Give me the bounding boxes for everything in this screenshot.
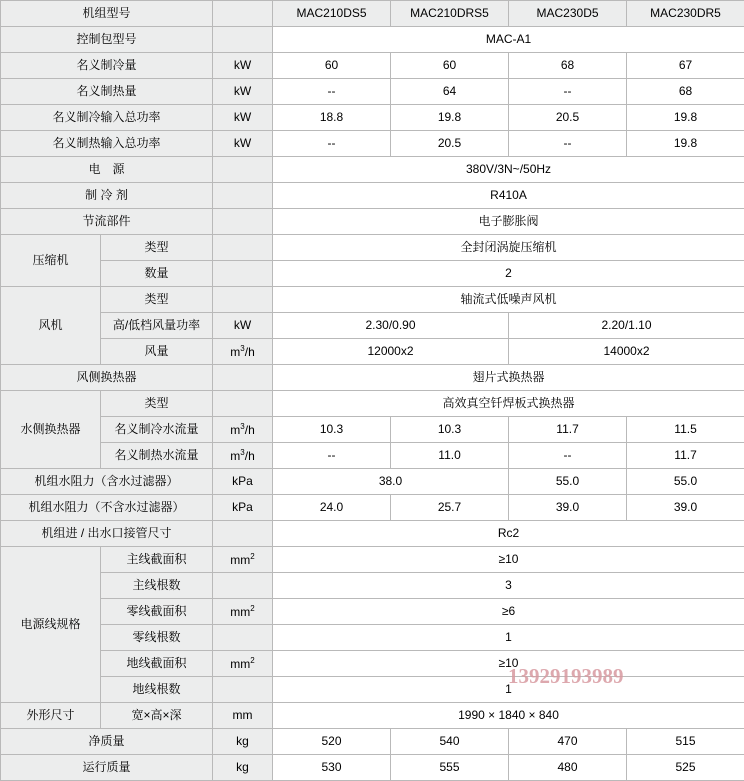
unit-cell — [213, 677, 273, 703]
ground-wire-area-row — [1, 651, 744, 677]
value-cell: 380V/3N~/50Hz — [273, 157, 744, 183]
water-exchanger-type-row — [1, 391, 744, 417]
operating-weight-row — [1, 755, 744, 781]
row-label: 节流部件 — [1, 209, 213, 235]
row-label: 机组水阻力（含水过滤器） — [1, 469, 213, 495]
value-cell: 555 — [391, 755, 509, 781]
value-cell: 2.30/0.90 — [273, 313, 509, 339]
value-cell: ≥6 — [273, 599, 744, 625]
unit-cell: $m^3/h$ — [213, 339, 273, 365]
value-cell: 11.0 — [391, 443, 509, 469]
row-label: 名义制热输入总功率 — [1, 131, 213, 157]
row-label: 主线根数 — [101, 573, 213, 599]
row-label: 运行质量 — [1, 755, 213, 781]
air-flow-row — [1, 339, 744, 365]
unit-cell — [213, 183, 273, 209]
value-cell: 11.7 — [627, 443, 744, 469]
value-cell: ≥10 — [273, 651, 744, 677]
main-wire-area-row — [1, 547, 744, 573]
unit-cell — [213, 209, 273, 235]
unit-cell: $mm^2$ — [213, 547, 273, 573]
unit-cell — [213, 365, 273, 391]
water-resistance-without-filter-row — [1, 495, 744, 521]
value-cell: 60 — [273, 53, 391, 79]
value-cell: 470 — [509, 729, 627, 755]
row-label: 净质量 — [1, 729, 213, 755]
row-label: 零线截面积 — [101, 599, 213, 625]
unit-cell: kW — [213, 131, 273, 157]
value-cell: 24.0 — [273, 495, 391, 521]
row-label: 数量 — [101, 261, 213, 287]
value-cell: 1 — [273, 677, 744, 703]
air-heat-exchanger-row — [1, 365, 744, 391]
unit-cell: kPa — [213, 469, 273, 495]
value-cell: 530 — [273, 755, 391, 781]
nominal-cooling-capacity-row — [1, 53, 744, 79]
row-label: 类型 — [101, 391, 213, 417]
group-label: 外形尺寸 — [1, 703, 101, 729]
value-cell: 68 — [627, 79, 744, 105]
value-cell: 60 — [391, 53, 509, 79]
value-cell: 64 — [391, 79, 509, 105]
unit-cell: $m^3/h$ — [213, 443, 273, 469]
value-cell: 19.8 — [627, 105, 744, 131]
unit-cell — [213, 27, 273, 53]
unit-cell: kW — [213, 79, 273, 105]
value-cell: 38.0 — [273, 469, 509, 495]
value-cell: 540 — [391, 729, 509, 755]
value-cell: 480 — [509, 755, 627, 781]
row-label: 机组水阻力（不含水过滤器） — [1, 495, 213, 521]
row-label: 地线根数 — [101, 677, 213, 703]
throttle-component-row — [1, 209, 744, 235]
dimensions-row — [1, 703, 744, 729]
value-cell: 翅片式换热器 — [273, 365, 744, 391]
row-label: 机组型号 — [1, 1, 213, 27]
value-cell: 25.7 — [391, 495, 509, 521]
model-header-cell: MAC230D5 — [509, 1, 627, 27]
value-cell: 2.20/1.10 — [509, 313, 744, 339]
value-cell: -- — [509, 79, 627, 105]
value-cell: ≥10 — [273, 547, 744, 573]
value-cell: 19.8 — [391, 105, 509, 131]
value-cell: 20.5 — [509, 105, 627, 131]
value-cell: 10.3 — [391, 417, 509, 443]
unit-cell — [213, 1, 273, 27]
group-label: 压缩机 — [1, 235, 101, 287]
value-cell: -- — [273, 79, 391, 105]
group-label: 水侧换热器 — [1, 391, 101, 469]
unit-cell — [213, 235, 273, 261]
value-cell: 39.0 — [627, 495, 744, 521]
group-label: 风机 — [1, 287, 101, 365]
unit-cell: mm — [213, 703, 273, 729]
value-cell: 3 — [273, 573, 744, 599]
value-cell: 轴流式低噪声风机 — [273, 287, 744, 313]
unit-cell — [213, 625, 273, 651]
unit-cell: $m^3/h$ — [213, 417, 273, 443]
unit-cell — [213, 157, 273, 183]
model-header-cell: MAC210DRS5 — [391, 1, 509, 27]
row-label: 风侧换热器 — [1, 365, 213, 391]
value-cell: 525 — [627, 755, 744, 781]
model-header-cell: MAC210DS5 — [273, 1, 391, 27]
value-cell: 18.8 — [273, 105, 391, 131]
value-cell: 20.5 — [391, 131, 509, 157]
group-label: 电源线规格 — [1, 547, 101, 703]
row-label: 电 源 — [1, 157, 213, 183]
value-cell: -- — [273, 131, 391, 157]
row-label: 控制包型号 — [1, 27, 213, 53]
unit-cell: $mm^2$ — [213, 599, 273, 625]
table-body — [1, 1, 744, 781]
value-cell: 55.0 — [509, 469, 627, 495]
compressor-type-row — [1, 235, 744, 261]
unit-cell — [213, 573, 273, 599]
control-package-row — [1, 27, 744, 53]
value-cell: 1990 × 1840 × 840 — [273, 703, 744, 729]
refrigerant-row — [1, 183, 744, 209]
nominal-heating-capacity-row — [1, 79, 744, 105]
row-label: 机组进 / 出水口接管尺寸 — [1, 521, 213, 547]
fan-power-row — [1, 313, 744, 339]
heating-input-power-row — [1, 131, 744, 157]
unit-cell: kW — [213, 53, 273, 79]
value-cell: 12000x2 — [273, 339, 509, 365]
pipe-size-row — [1, 521, 744, 547]
unit-cell: kW — [213, 313, 273, 339]
unit-cell — [213, 287, 273, 313]
row-label: 名义制冷水流量 — [101, 417, 213, 443]
cooling-input-power-row — [1, 105, 744, 131]
value-cell: 11.5 — [627, 417, 744, 443]
value-cell: 2 — [273, 261, 744, 287]
row-label: 名义制冷输入总功率 — [1, 105, 213, 131]
watermark-text: 13929193989 — [508, 664, 624, 689]
model-row — [1, 1, 744, 27]
value-cell: 55.0 — [627, 469, 744, 495]
compressor-quantity-row — [1, 261, 744, 287]
value-cell: 电子膨胀阀 — [273, 209, 744, 235]
value-cell: 10.3 — [273, 417, 391, 443]
nominal-heating-water-flow-row — [1, 443, 744, 469]
value-cell: 39.0 — [509, 495, 627, 521]
value-cell: 11.7 — [509, 417, 627, 443]
value-cell: 14000x2 — [509, 339, 744, 365]
value-cell: 68 — [509, 53, 627, 79]
main-wire-count-row — [1, 573, 744, 599]
row-label: 主线截面积 — [101, 547, 213, 573]
unit-cell: $mm^2$ — [213, 651, 273, 677]
unit-cell: kW — [213, 105, 273, 131]
value-cell: R410A — [273, 183, 744, 209]
unit-cell: kPa — [213, 495, 273, 521]
row-label: 宽×高×深 — [101, 703, 213, 729]
row-label: 风量 — [101, 339, 213, 365]
value-cell: 全封闭涡旋压缩机 — [273, 235, 744, 261]
nominal-cooling-water-flow-row — [1, 417, 744, 443]
row-label: 名义制热量 — [1, 79, 213, 105]
row-label: 类型 — [101, 235, 213, 261]
value-cell: 520 — [273, 729, 391, 755]
neutral-wire-count-row — [1, 625, 744, 651]
value-cell: MAC-A1 — [273, 27, 744, 53]
unit-cell — [213, 521, 273, 547]
row-label: 名义制热水流量 — [101, 443, 213, 469]
unit-cell: kg — [213, 729, 273, 755]
unit-cell — [213, 391, 273, 417]
water-resistance-with-filter-row — [1, 469, 744, 495]
value-cell: 67 — [627, 53, 744, 79]
row-label: 高/低档风量功率 — [101, 313, 213, 339]
row-label: 零线根数 — [101, 625, 213, 651]
unit-cell — [213, 261, 273, 287]
value-cell: 1 — [273, 625, 744, 651]
power-supply-row — [1, 157, 744, 183]
value-cell: 高效真空钎焊板式换热器 — [273, 391, 744, 417]
value-cell: Rc2 — [273, 521, 744, 547]
net-weight-row — [1, 729, 744, 755]
model-header-cell: MAC230DR5 — [627, 1, 744, 27]
ground-wire-count-row — [1, 677, 744, 703]
row-label: 地线截面积 — [101, 651, 213, 677]
value-cell: 19.8 — [627, 131, 744, 157]
row-label: 类型 — [101, 287, 213, 313]
neutral-wire-area-row — [1, 599, 744, 625]
value-cell: -- — [273, 443, 391, 469]
fan-type-row — [1, 287, 744, 313]
row-label: 名义制冷量 — [1, 53, 213, 79]
value-cell: -- — [509, 443, 627, 469]
value-cell: -- — [509, 131, 627, 157]
row-label: 制 冷 剂 — [1, 183, 213, 209]
value-cell: 515 — [627, 729, 744, 755]
unit-cell: kg — [213, 755, 273, 781]
